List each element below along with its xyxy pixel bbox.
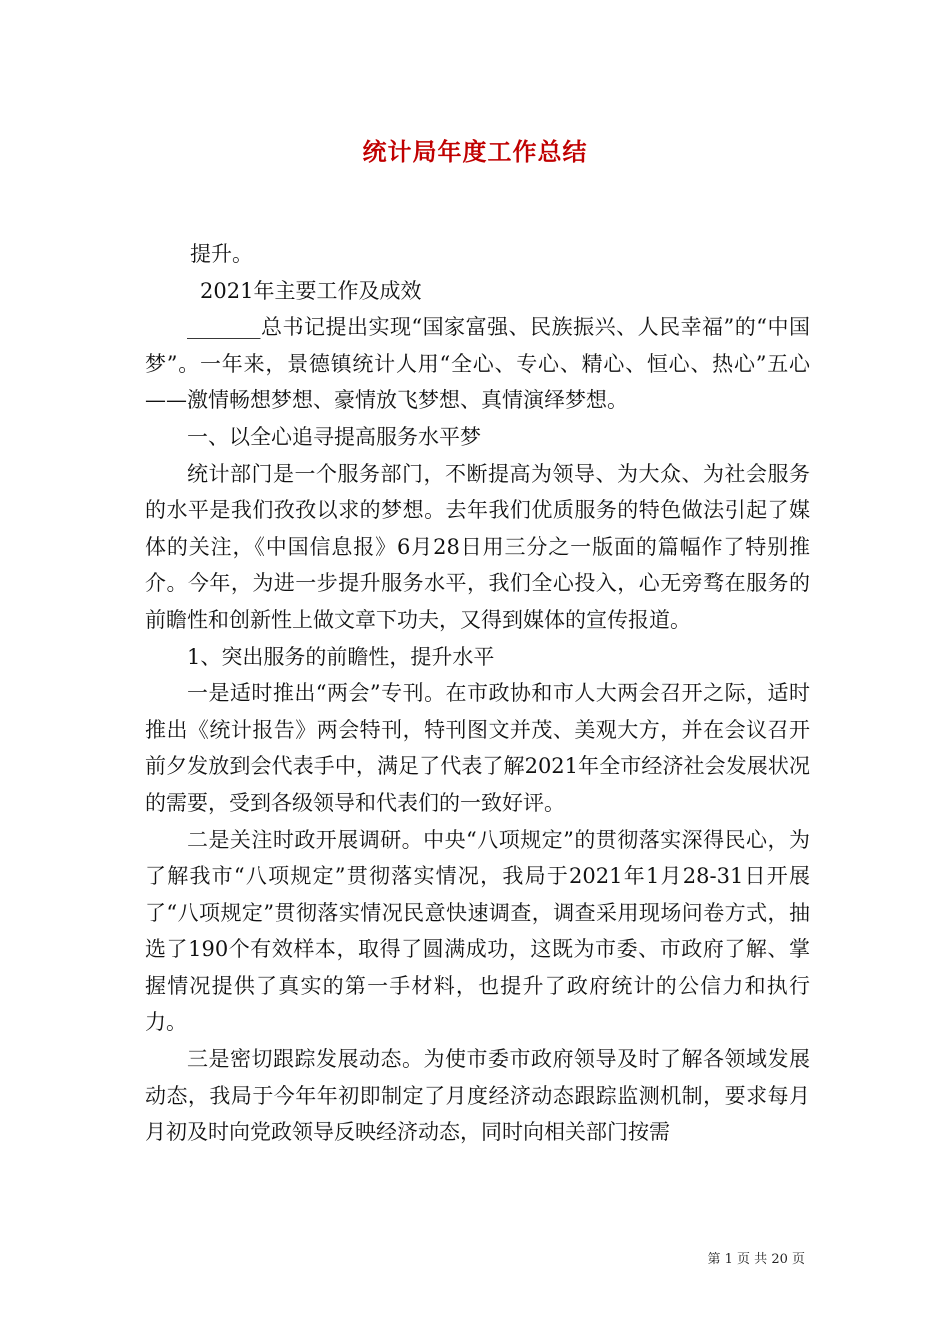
document-title: 统计局年度工作总结 — [362, 138, 588, 166]
paragraph: 二是关注时政开展调研。中央“八项规定”的贯彻落实深得民心，为了解我市“八项规定”贯彻落实情况，我局于2021年1月28-31日开展了“八项规定”贯彻落实情况民意快速调查，调查采用现场问卷方式，抽选了190个有效样本，取得了圆满成功，这既为市委、市政府了解、掌握情况提供了真实的第一手材料，也提升了政府统计的公信力和执行力。 — [145, 827, 810, 1035]
subsection-heading: 1、突出服务的前瞻性，提升水平 — [187, 644, 495, 669]
paragraph: 统计部门是一个服务部门，不断提高为领导、为大众、为社会服务的水平是我们孜孜以求的梦想。去年我们优质服务的特色做法引起了媒体的关注，《中国信息报》6月28日用三分之一版面的篇幅作了特别推介。今年，为进一步提升服务水平，我们全心投入，心无旁骛在服务的前瞻性和创新性上做文章下功夫，又得到媒体的宣传报道。 — [145, 461, 810, 632]
paragraph: _______总书记提出实现“国家富强、民族振兴、人民幸福”的“中国梦”。一年来，景德镇统计人用“全心、专心、精心、恒心、热心”五心——激情畅想梦想、豪情放飞梦想、真情演绎梦想。 — [145, 315, 810, 413]
paragraph: 提升。 — [190, 242, 253, 266]
paragraph: 一是适时推出“两会”专刊。在市政协和市人大两会召开之际，适时推出《统计报告》两会特刊，特刊图文并茂、美观大方，并在会议召开前夕发放到会代表手中，满足了代表了解2021年全市经济社会发展状况的需要，受到各级领导和代表们的一致好评。 — [145, 681, 810, 815]
paragraph-heading: 2021年主要工作及成效 — [200, 278, 422, 303]
section-heading: 一、以全心追寻提高服务水平梦 — [187, 424, 481, 449]
page-number: 第 1 页 共 20 页 — [707, 1252, 805, 1267]
paragraph: 三是密切跟踪发展动态。为使市委市政府领导及时了解各领域发展动态，我局于今年年初即制定了月度经济动态跟踪监测机制，要求每月月初及时向党政领导反映经济动态，同时向相关部门按需 — [145, 1047, 810, 1145]
document-body — [145, 236, 810, 1151]
